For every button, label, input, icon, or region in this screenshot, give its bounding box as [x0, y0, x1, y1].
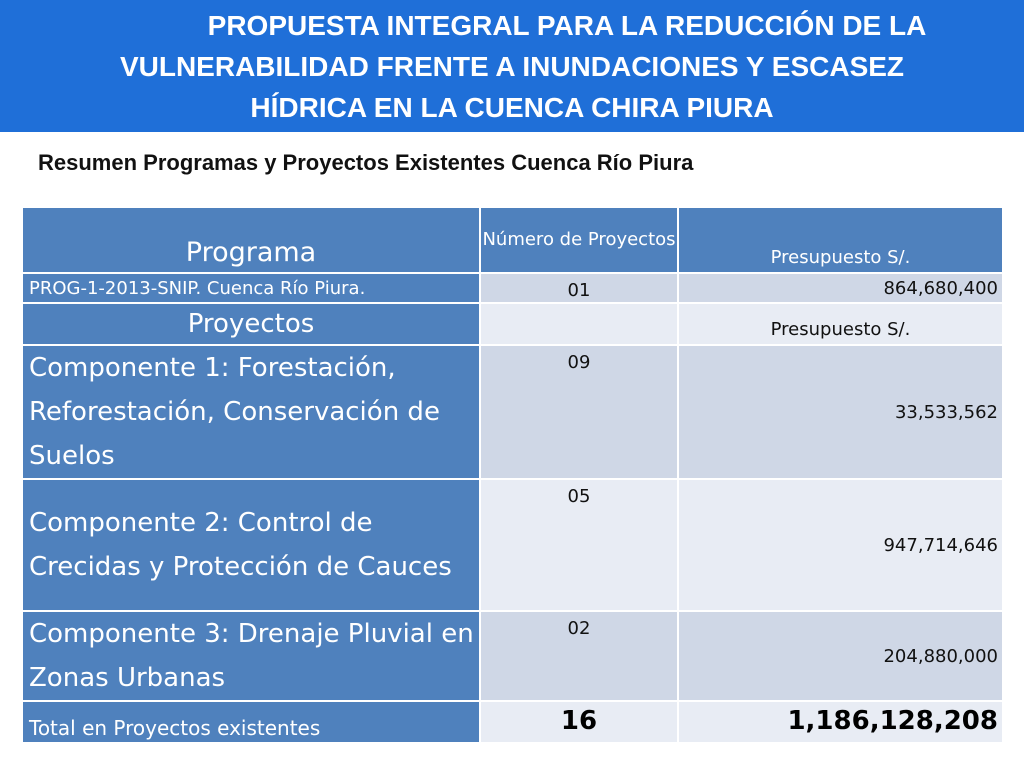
program-count: 01 [481, 274, 677, 302]
program-label: PROG-1-2013-SNIP. Cuenca Río Piura. [23, 274, 479, 302]
table-row [23, 346, 1002, 478]
component-2-label: Componente 2: Control de Crecidas y Protección de Cauces [23, 480, 479, 610]
table-header-row [23, 208, 1002, 272]
proyectos-count-empty [481, 304, 677, 344]
proyectos-budget-header: Presupuesto S/. [679, 304, 1002, 344]
component-1-budget: 33,533,562 [679, 346, 1002, 478]
component-3-label: Componente 3: Drenaje Pluvial en Zonas Urbanas [23, 612, 479, 700]
total-budget: 1,186,128,208 [679, 702, 1002, 742]
header-numero-proyectos: Número de Proyectos [481, 208, 677, 272]
subtitle: Resumen Programas y Proyectos Existentes Cuenca Río Piura [38, 150, 694, 175]
title-line-2: VULNERABILIDAD FRENTE A INUNDACIONES Y ESCASEZ [119, 51, 905, 82]
proyectos-label: Proyectos [23, 304, 479, 344]
title-line-1: PROPUESTA INTEGRAL PARA LA REDUCCIÓN DE LA [207, 10, 927, 41]
program-row [23, 274, 1002, 302]
component-2-count: 05 [481, 480, 677, 610]
total-label: Total en Proyectos existentes [23, 702, 479, 742]
header-presupuesto: Presupuesto S/. [679, 208, 1002, 272]
projects-table [21, 206, 1004, 744]
program-budget: 864,680,400 [679, 274, 1002, 302]
table-row [23, 480, 1002, 610]
component-2-budget: 947,714,646 [679, 480, 1002, 610]
table-row [23, 612, 1002, 700]
title-banner [0, 0, 1024, 132]
proyectos-row [23, 304, 1002, 344]
component-3-budget: 204,880,000 [679, 612, 1002, 700]
title-line-3: HÍDRICA EN LA CUENCA CHIRA PIURA [250, 92, 774, 123]
total-row [23, 702, 1002, 742]
component-3-count: 02 [481, 612, 677, 700]
component-1-count: 09 [481, 346, 677, 478]
total-count: 16 [481, 702, 677, 742]
header-programa: Programa [23, 208, 479, 272]
component-1-label: Componente 1: Forestación, Reforestación, Conservación de Suelos [23, 346, 479, 478]
